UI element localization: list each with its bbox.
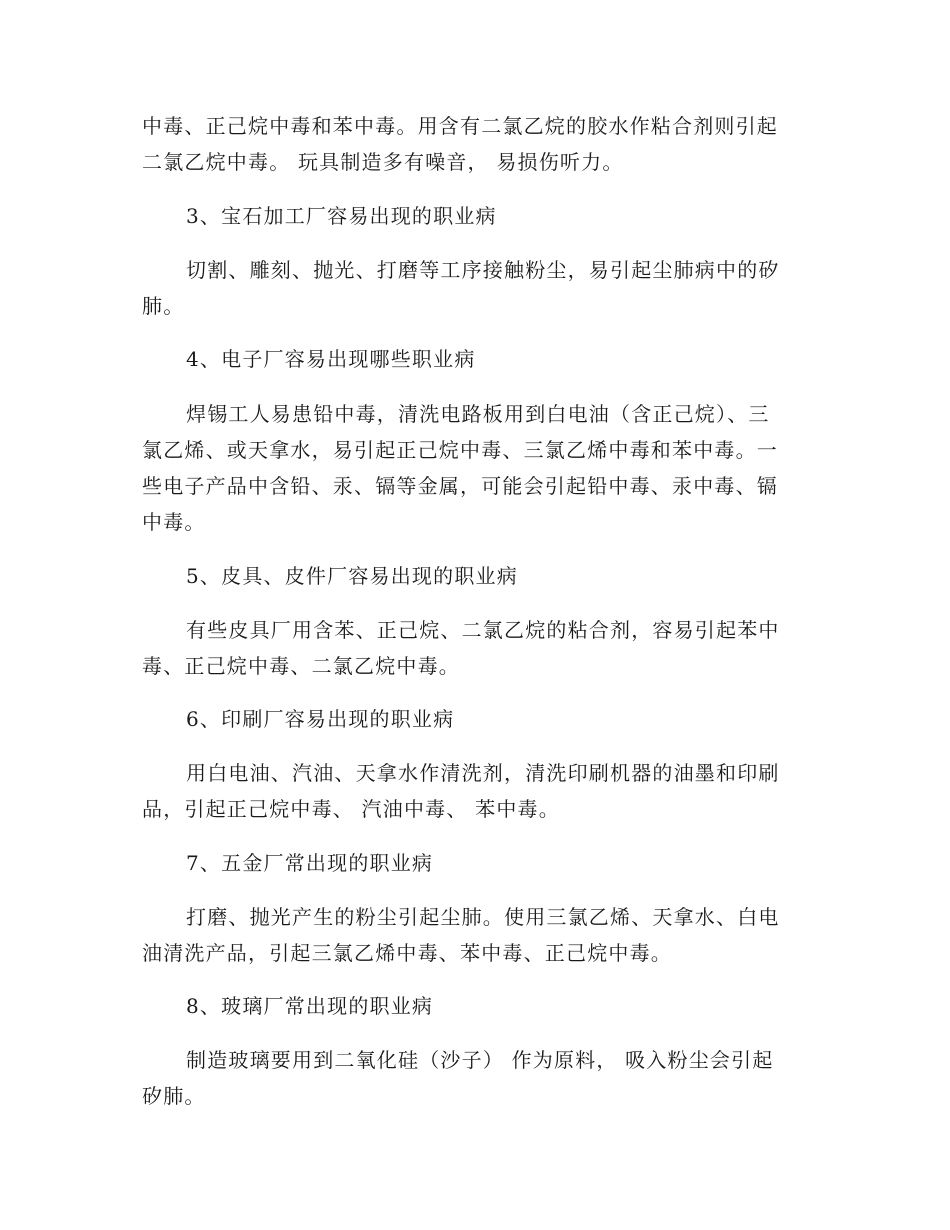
section-heading-8: 8、玻璃厂常出现的职业病 <box>186 994 434 1018</box>
paragraph-line: 矽肺。 <box>142 1084 206 1108</box>
paragraph-line: 用白电油、汽油、天拿水作清洗剂，清洗印刷机器的油墨和印刷 <box>186 761 780 785</box>
paragraph-line: 切割、雕刻、抛光、打磨等工序接触粉尘，易引起尘肺病中的矽 <box>186 258 780 282</box>
paragraph-line: 有些皮具厂用含苯、正己烷、二氯乙烷的粘合剂，容易引起苯中 <box>186 618 780 642</box>
section-heading-3: 3、宝石加工厂容易出现的职业病 <box>186 204 497 228</box>
section-heading-5: 5、皮具、皮件厂容易出现的职业病 <box>186 564 518 588</box>
paragraph-line: 中毒、正己烷中毒和苯中毒。用含有二氯乙烷的胶水作粘合剂则引起 <box>142 114 778 138</box>
paragraph-line: 二氯乙烷中毒。 玩具制造多有噪音， 易损伤听力。 <box>142 150 624 174</box>
paragraph-line: 些电子产品中含铅、汞、镉等金属，可能会引起铅中毒、汞中毒、镉 <box>142 474 778 498</box>
section-heading-7: 7、五金厂常出现的职业病 <box>186 851 434 875</box>
section-heading-4: 4、电子厂容易出现哪些职业病 <box>186 347 476 371</box>
paragraph-line: 毒、正己烷中毒、二氯乙烷中毒。 <box>142 654 460 678</box>
paragraph-line: 氯乙烯、或天拿水，易引起正己烷中毒、三氯乙烯中毒和苯中毒。一 <box>142 438 778 462</box>
paragraph-line: 制造玻璃要用到二氧化硅（沙子） 作为原料， 吸入粉尘会引起 <box>186 1048 774 1072</box>
paragraph-line: 中毒。 <box>142 510 206 534</box>
paragraph-line: 打磨、抛光产生的粉尘引起尘肺。使用三氯乙烯、天拿水、白电 <box>186 905 780 929</box>
section-heading-6: 6、印刷厂容易出现的职业病 <box>186 707 455 731</box>
paragraph-line: 品，引起正己烷中毒、 汽油中毒、 苯中毒。 <box>142 797 560 821</box>
paragraph-line: 焊锡工人易患铅中毒，清洗电路板用到白电油（含正己烷）、三 <box>186 402 770 426</box>
paragraph-line: 油清洗产品，引起三氯乙烯中毒、苯中毒、正己烷中毒。 <box>142 941 672 965</box>
paragraph-line: 肺。 <box>142 294 185 318</box>
